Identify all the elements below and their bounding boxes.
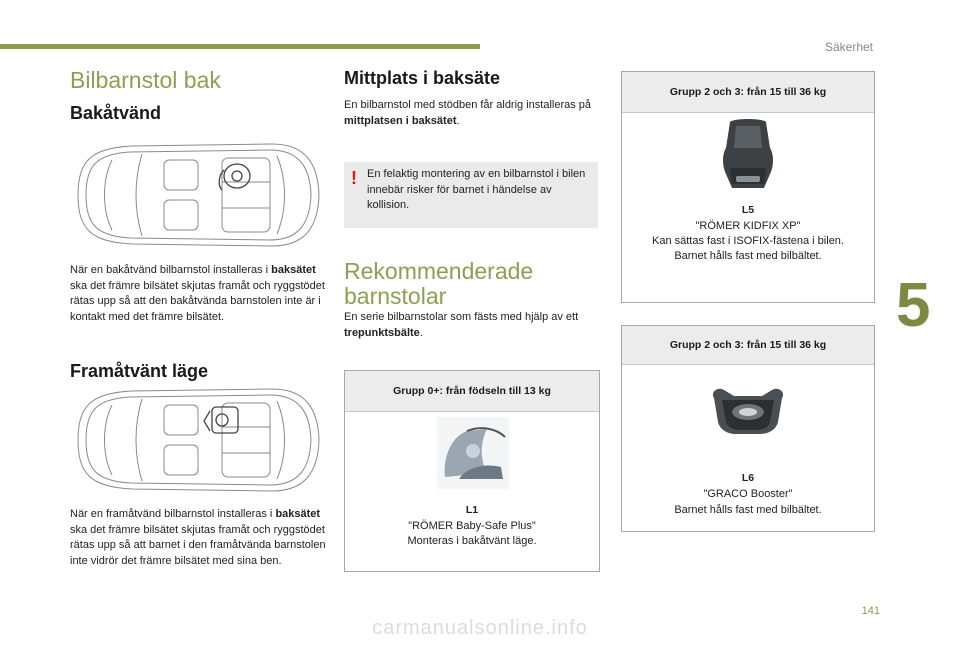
forward-facing-car-diagram bbox=[72, 385, 322, 495]
seat-card-l5 bbox=[621, 71, 875, 303]
seat-card-l1 bbox=[344, 370, 600, 572]
watermark: carmanualsonline.info bbox=[372, 617, 588, 639]
warning-text: En felaktig montering av en bilbarnstol i bilen innebär risker för barnet i händelse av kollision. bbox=[367, 168, 586, 211]
rear-facing-text: När en bakåtvänd bilbarnstol installeras i baksätet ska det främre bilsätet skjutas framåt och ryggstödet rätas upp så att den bakåtvända barnstolen inte är i kontakt med det främre bilsätet. bbox=[70, 264, 325, 323]
forward-facing-text: När en framåtvänd bilbarnstol installeras i baksätet ska det främre bilsätet skjutas framåt och ryggstödet rätas upp så att barnet i den framåtvända barnstolen inte vidrör det främre bilsätet med sina ben. bbox=[70, 508, 326, 567]
rear-facing-car-diagram bbox=[72, 140, 322, 250]
seat-code: L1 bbox=[465, 504, 479, 516]
center-seat-heading: Mittplats i baksäte bbox=[344, 68, 501, 88]
seat-description: Kan sättas fast i ISOFIX-fästena i bilen. bbox=[652, 235, 844, 247]
seat-name: "RÖMER KIDFIX XP" bbox=[695, 220, 801, 232]
seat-group-label: Grupp 0+: från födseln till 13 kg bbox=[345, 371, 599, 412]
seat-description: Monteras i bakåtvänt läge. bbox=[407, 535, 537, 547]
header-accent-bar bbox=[0, 44, 480, 49]
seat-code: L5 bbox=[741, 204, 755, 216]
seat-group-label: Grupp 2 och 3: från 15 till 36 kg bbox=[622, 326, 874, 365]
recommended-title: Rekommenderade barnstolar bbox=[344, 258, 534, 309]
booster-cushion-icon bbox=[708, 382, 788, 438]
booster-seat-with-back-icon bbox=[720, 118, 776, 192]
rear-facing-heading: Bakåtvänd bbox=[70, 103, 162, 123]
page-number: 141 bbox=[861, 605, 880, 617]
warning-icon: ! bbox=[351, 168, 357, 188]
seat-group-label: Grupp 2 och 3: från 15 till 36 kg bbox=[622, 72, 874, 113]
seat-name: "GRACO Booster" bbox=[703, 488, 793, 500]
seat-name: "RÖMER Baby-Safe Plus" bbox=[408, 520, 536, 532]
seat-description-2: Barnet hålls fast med bilbältet. bbox=[674, 250, 822, 262]
chapter-number: 5 bbox=[896, 271, 931, 340]
recommended-text: En serie bilbarnstolar som fästs med hjälp av ett trepunktsbälte. bbox=[344, 311, 579, 339]
center-seat-text: En bilbarnstol med stödben får aldrig installeras på mittplatsen i baksätet. bbox=[344, 99, 592, 127]
seat-card-l6 bbox=[621, 325, 875, 532]
seat-code: L6 bbox=[741, 472, 755, 484]
forward-facing-heading: Framåtvänt läge bbox=[70, 361, 209, 381]
page-title: Bilbarnstol bak bbox=[70, 67, 221, 93]
infant-carrier-icon bbox=[437, 417, 509, 489]
seat-description: Barnet hålls fast med bilbältet. bbox=[674, 504, 822, 516]
section-label: Säkerhet bbox=[824, 40, 873, 54]
